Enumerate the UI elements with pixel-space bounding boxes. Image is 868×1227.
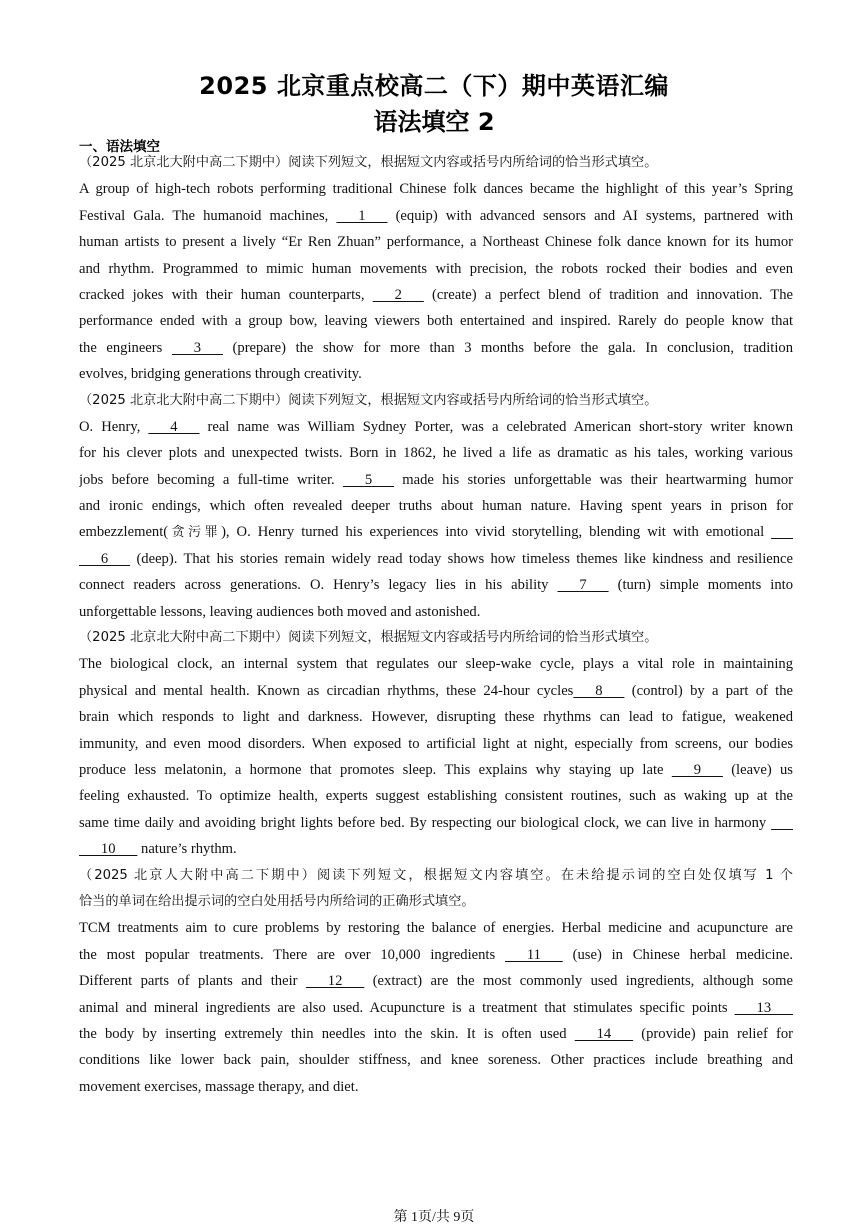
text-line: the most popular treatments. There are over 10,000 ingredients 11 (use) in Chinese herbal medicine. [79,942,793,968]
section-heading: 一、语法填空 [79,139,160,155]
answer-blank-10[interactable]: 10 [79,841,138,858]
blank-continuation[interactable] [771,810,793,836]
passage [79,150,793,388]
answer-blank-8[interactable]: 8 [573,682,625,699]
text-line: movement exercises, massage therapy, and diet. [79,1078,359,1095]
text-line: performance ended with a group bow, leaving viewers both entertained and inspired. Rarely do people know that [79,313,793,330]
text-line: connect readers across generations. O. Henry’s legacy lies in his ability 7 (turn) simple moments into [79,572,793,598]
text-line: animal and mineral ingredients are also used. Acupuncture is a treatment that stimulates specific points 13 [79,995,793,1021]
passage-instruction: （2025 北京北大附中高二下期中）阅读下列短文，根据短文内容或括号内所给词的恰当形式填空。 [79,155,658,170]
answer-blank-6[interactable]: 6 [79,550,131,567]
text-line: 6 (deep). That his stories remain widely read today shows how timeless themes like kindness and resilience [79,546,793,572]
text-line: Different parts of plants and their 12 (extract) are the most commonly used ingredients, although some [79,968,793,994]
text-line: A group of high-tech robots performing traditional Chinese folk dances became the highlight of this year’s Spring [79,181,793,198]
passage-instruction-cont: 恰当的单词在给出提示词的空白处用括号内所给词的正确形式填空。 [79,893,475,909]
text-line: jobs before becoming a full-time writer. 5 made his stories unforgettable was their heartwarming humor [79,467,793,493]
answer-blank-5[interactable]: 5 [342,471,395,488]
passage-instruction: （2025 北京北大附中高二下期中）阅读下列短文，根据短文内容或括号内所给词的恰当形式填空。 [79,392,658,408]
answer-blank-9[interactable]: 9 [671,761,723,778]
answer-blank-7[interactable]: 7 [557,577,609,594]
chinese-annotation: 贪污罪 [168,525,222,541]
document-title: 2025 北京重点校高二（下）期中英语汇编 [199,72,669,100]
answer-blank-4[interactable]: 4 [148,418,200,435]
answer-blank-3[interactable]: 3 [171,339,223,356]
answer-blank-2[interactable]: 2 [372,286,424,303]
text-line: same time daily and avoiding bright lights before bed. By respecting our biological clock, we can live in harmony [79,810,793,836]
text-line: evolves, bridging generations through creativity. [79,366,362,383]
text-line: The biological clock, an internal system that regulates our sleep-wake cycle, plays a vital role in maintaining [79,656,793,673]
answer-blank-14[interactable]: 14 [574,1025,634,1042]
passage-instruction: （2025 北京人大附中高二下期中）阅读下列短文，根据短文内容填空。在未给提示词的空白处仅填写 1 个 [79,867,793,883]
passage [79,863,793,1101]
text-line: for his clever plots and unexpected twists. Born in 1862, he lived a life as dramatic as his tales, working various [79,445,793,462]
passage [79,388,793,626]
text-line: brain which responds to light and darkness. However, disrupting these rhythms can lead to fatigue, weakened [79,709,793,726]
answer-blank-1[interactable]: 1 [336,207,388,224]
document-subtitle: 语法填空 2 [373,108,495,136]
text-line: physical and mental health. Known as circadian rhythms, these 24-hour cycles 8 (control) by a part of the [79,678,793,704]
text-line: embezzlement(贪污罪), O. Henry turned his experiences into vivid storytelling, blending wit with emotional [79,519,793,545]
passages-container [79,150,793,1100]
text-line: the engineers 3 (prepare) the show for more than 3 months before the gala. In conclusion, tradition [79,335,793,361]
text-line: the body by inserting extremely thin needles into the skin. It is often used 14 (provide) pain relief for [79,1021,793,1047]
text-line: Festival Gala. The humanoid machines, 1 (equip) with advanced sensors and AI systems, partnered with [79,203,793,229]
text-line: and rhythm. Programmed to mimic human movements with precision, the robots rocked their bodies and even [79,260,793,277]
text-line: 10 nature’s rhythm. [79,836,793,862]
text-line: unforgettable lessons, leaving audiences both moved and astonished. [79,603,481,620]
text-line: produce less melatonin, a hormone that promotes sleep. This explains why staying up late 9 (leave) us [79,757,793,783]
text-line: TCM treatments aim to cure problems by restoring the balance of energies. Herbal medicine and acupuncture are [79,920,793,937]
answer-blank-12[interactable]: 12 [305,973,365,990]
page-footer: 第 1页/共 9页 [393,1210,475,1225]
text-line: and ironic endings, which often revealed deeper truths about human nature. Having spent years in prison for [79,498,793,515]
blank-continuation[interactable] [771,519,793,545]
text-line: cracked jokes with their human counterparts, 2 (create) a perfect blend of tradition and innovation. The [79,282,793,308]
text-line: human artists to present a lively “Er Ren Zhuan” performance, a Northeast Chinese folk dance known for its humor [79,234,793,251]
passage-instruction: （2025 北京北大附中高二下期中）阅读下列短文，根据短文内容或括号内所给词的恰当形式填空。 [79,630,658,646]
answer-blank-13[interactable]: 13 [734,999,793,1016]
text-line: immunity, and even mood disorders. When exposed to artificial light at night, especially from screens, our bodies [79,735,793,752]
text-line: conditions like lower back pain, shoulder stiffness, and knee soreness. Other practices include breathing and [79,1052,793,1069]
answer-blank-11[interactable]: 11 [504,946,563,963]
text-line: feeling exhausted. To optimize health, experts suggest establishing consistent routines, such as waking up at the [79,788,793,805]
passage [79,625,793,863]
text-line: O. Henry, 4 real name was William Sydney Porter, was a celebrated American short-story writer known [79,414,793,440]
